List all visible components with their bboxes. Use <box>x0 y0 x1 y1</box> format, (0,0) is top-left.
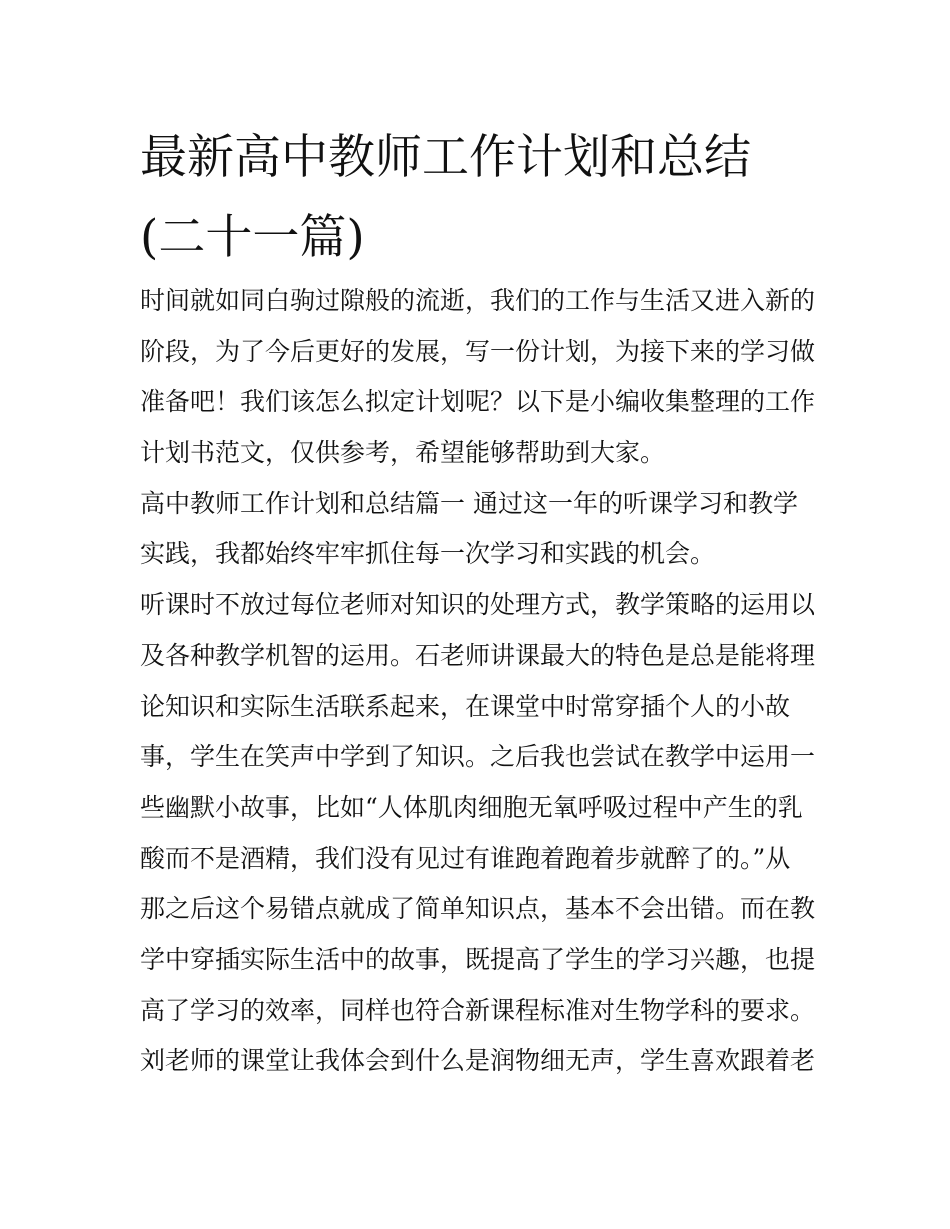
body-text-line: 高中教师工作计划和总结篇一 通过这一年的听课学习和教学 <box>140 488 798 518</box>
body-text-line: 高了学习的效率，同样也符合新课程标准对生物学科的要求。 <box>140 995 816 1025</box>
body-text-line: 听课时不放过每位老师对知识的处理方式，教学策略的运用以 <box>140 590 816 620</box>
body-text-line: 刘老师的课堂让我体会到什么是润物细无声，学生喜欢跟着老 <box>140 1046 816 1076</box>
body-text-line: 学中穿插实际生活中的故事，既提高了学生的学习兴趣，也提 <box>140 944 816 974</box>
body-text-line: 时间就如同白驹过隙般的流逝，我们的工作与生活又进入新的 <box>140 286 816 315</box>
body-text-line: 准备吧！我们该怎么拟定计划呢？以下是小编收集整理的工作 <box>140 387 816 417</box>
body-text-line: 阶段，为了今后更好的发展，写一份计划，为接下来的学习做 <box>140 336 816 366</box>
body-text-line: 计划书范文，仅供参考，希望能够帮助到大家。 <box>140 438 666 468</box>
body-text-line: 那之后这个易错点就成了简单知识点，基本不会出错。而在教 <box>140 894 816 924</box>
document-title <box>140 118 751 278</box>
title-line-1: 最新高中教师工作计划和总结 <box>140 130 751 185</box>
body-text-line: 及各种教学机智的运用。石老师讲课最大的特色是总是能将理 <box>140 640 816 670</box>
body-text-line: 些幽默小故事，比如“人体肌肉细胞无氧呼吸过程中产生的乳 <box>140 792 803 822</box>
body-text-line: 事，学生在笑声中学到了知识。之后我也尝试在教学中运用一 <box>140 742 816 772</box>
body-text-line: 论知识和实际生活联系起来，在课堂中时常穿插个人的小故 <box>140 691 791 721</box>
body-text-line: 实践，我都始终牢牢抓住每一次学习和实践的机会。 <box>140 539 716 569</box>
body-text-line: 酸而不是酒精，我们没有见过有谁跑着跑着步就醉了的。”从 <box>140 843 791 873</box>
document-body <box>140 283 815 1094</box>
title-line-2: (二十一篇) <box>140 210 365 265</box>
